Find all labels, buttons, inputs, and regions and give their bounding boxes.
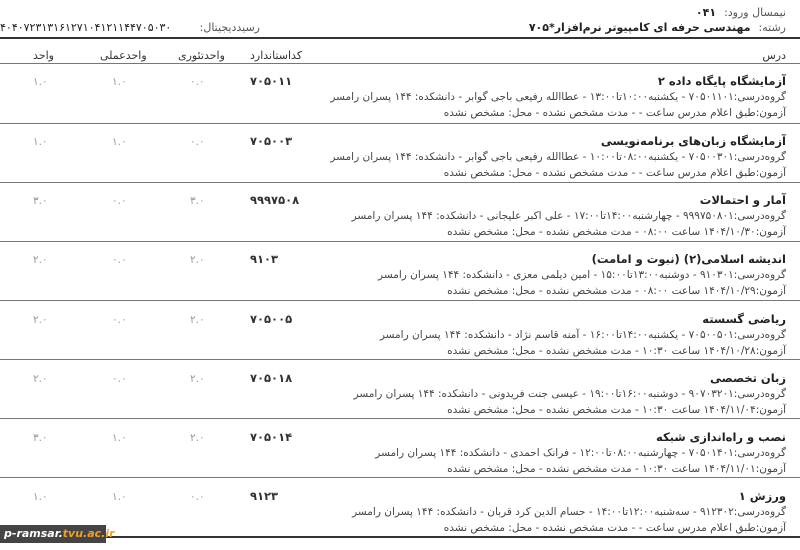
theory-units: ۲.۰ [190, 432, 205, 444]
course-exam-info: آزمون:طبق اعلام مدرس ساعت - - مدت مشخص نشده - محل: مشخص نشده [443, 522, 786, 534]
practical-units: ۱.۰ [112, 432, 127, 444]
watermark-domain: tvu.ac.ir [62, 527, 115, 540]
table-row [0, 242, 800, 300]
site-watermark [0, 525, 115, 543]
course-code: ۷۰۵۰۱۴ [250, 430, 293, 444]
major-row [529, 21, 786, 34]
digital-receipt-value: ۴۰۴۰۷۲۳۱۳۱۶۱۲۷۱۰۴۱۲۱۱۴۴۷۰۵۰۳۰ [0, 21, 172, 34]
theory-units: ۲.۰ [190, 314, 205, 326]
course-group-info: گروه‌درسی:۷۰۵۰۱۱۰۱ - یکشنبه۱۰:۰۰تا۱۳:۰۰ - عطاالله رفیعی باجی گوابر - دانشکده: ۱۴۴ پسران رامسر [330, 91, 786, 103]
column-header-code: کداستاندارد [250, 49, 303, 62]
course-group-info: گروه‌درسی:۷۰۵۰۰۳۰۱ - یکشنبه۰۸:۰۰تا۱۰:۰۰ - عطاالله رفیعی باجی گوابر - دانشکده: ۱۴۴ پسران رامسر [330, 151, 786, 163]
row-divider [0, 477, 800, 478]
row-divider [0, 359, 800, 360]
total-units: ۲.۰ [33, 373, 48, 385]
course-title: نصب و راه‌اندازی شبکه [655, 430, 786, 444]
total-units: ۱.۰ [33, 491, 48, 503]
practical-units: ۰.۰ [112, 314, 127, 326]
course-title: ریاضی گسسته [702, 312, 786, 326]
course-title: آزمایشگاه پایگاه داده ۲ [657, 74, 786, 88]
course-group-info: گروه‌درسی:۹۹۹۷۵۰۸۰۱ - چهارشنبه۱۴:۰۰تا۱۷:۰۰ - علی اکبر علیجانی - دانشکده: ۱۴۴ پسران رامسر [351, 210, 786, 222]
course-title: آمار و احتمالات [699, 193, 786, 207]
course-code: ۷۰۵۰۰۵ [250, 312, 293, 326]
header-divider [0, 37, 800, 39]
course-code: ۹۹۹۷۵۰۸ [250, 193, 300, 207]
practical-units: ۱.۰ [112, 491, 127, 503]
total-units: ۲.۰ [33, 314, 48, 326]
table-row [0, 420, 800, 478]
entry-term-label: نیمسال ورود: [724, 6, 786, 19]
course-group-info: گروه‌درسی:۹۱۲۳۰۲ - سه‌شنبه۱۲:۰۰تا۱۴:۰۰ - حسام الدین کرد قربان - دانشکده: ۱۴۴ پسران رامسر [352, 506, 786, 518]
major-label: رشته: [758, 21, 786, 34]
practical-units: ۰.۰ [112, 373, 127, 385]
column-header-theory-units: واحدتئوری [178, 49, 225, 62]
table-row [0, 479, 800, 537]
course-exam-info: آزمون:۱۴۰۴/۱۱/۰۱ ساعت ۱۰:۳۰ - مدت مشخص نشده - محل: مشخص نشده [447, 463, 786, 475]
theory-units: ۰.۰ [190, 136, 205, 148]
table-row [0, 361, 800, 419]
course-code: ۷۰۵۰۱۱ [250, 74, 293, 88]
course-exam-info: آزمون:طبق اعلام مدرس ساعت - - مدت مشخص نشده - محل: مشخص نشده [443, 167, 786, 179]
course-group-info: گروه‌درسی:۷۰۵۰۱۴۰۱ - چهارشنبه۰۸:۰۰تا۱۲:۰۰ - فرانک احمدی - دانشکده: ۱۴۴ پسران رامسر [375, 447, 786, 459]
digital-receipt-row [0, 21, 260, 34]
course-exam-info: آزمون:۱۴۰۴/۱۰/۲۹ ساعت ۰۸:۰۰ - مدت مشخص نشده - محل: مشخص نشده [447, 285, 786, 297]
row-divider [0, 300, 800, 301]
row-divider [0, 418, 800, 419]
total-units: ۱.۰ [33, 76, 48, 88]
course-exam-info: آزمون:۱۴۰۴/۱۰/۲۸ ساعت ۱۰:۳۰ - مدت مشخص نشده - محل: مشخص نشده [447, 345, 786, 357]
digital-receipt-label: رسیددیجیتال: [199, 21, 260, 34]
practical-units: ۱.۰ [112, 136, 127, 148]
practical-units: ۰.۰ [112, 195, 127, 207]
entry-term-value: ۰۴۱ [695, 6, 717, 19]
practical-units: ۱.۰ [112, 76, 127, 88]
practical-units: ۰.۰ [112, 254, 127, 266]
column-header-practical-units: واحدعملی [100, 49, 147, 62]
total-units: ۲.۰ [33, 254, 48, 266]
total-units: ۳.۰ [33, 195, 48, 207]
column-header-course: درس [762, 49, 786, 62]
table-bottom-divider [0, 536, 800, 538]
table-row [0, 183, 800, 241]
theory-units: ۰.۰ [190, 491, 205, 503]
theory-units: ۳.۰ [190, 195, 205, 207]
course-exam-info: آزمون:طبق اعلام مدرس ساعت - - مدت مشخص نشده - محل: مشخص نشده [443, 107, 786, 119]
total-units: ۱.۰ [33, 136, 48, 148]
course-exam-info: آزمون:۱۴۰۴/۱۱/۰۴ ساعت ۱۰:۳۰ - مدت مشخص نشده - محل: مشخص نشده [447, 404, 786, 416]
watermark-prefix: p-ramsar. [4, 527, 63, 540]
table-row [0, 64, 800, 123]
table-row [0, 302, 800, 360]
theory-units: ۲.۰ [190, 373, 205, 385]
course-group-info: گروه‌درسی:۷۰۵۰۰۵۰۱ - یکشنبه۱۴:۰۰تا۱۶:۰۰ - آمنه قاسم نژاد - دانشکده: ۱۴۴ پسران رامسر [379, 329, 786, 341]
course-code: ۷۰۵۰۱۸ [250, 371, 293, 385]
total-units: ۳.۰ [33, 432, 48, 444]
course-code: ۷۰۵۰۰۳ [250, 134, 293, 148]
theory-units: ۲.۰ [190, 254, 205, 266]
course-title: ورزش ۱ [738, 489, 786, 503]
course-group-info: گروه‌درسی:۹۱۰۳۰۱ - دوشنبه۱۳:۰۰تا۱۵:۰۰ - امین دیلمی معزی - دانشکده: ۱۴۴ پسران رامسر [378, 269, 786, 281]
course-title: زبان تخصصی [710, 371, 786, 385]
course-title: آزمایشگاه زبان‌های برنامه‌نویسی [600, 134, 786, 148]
major-value: مهندسی حرفه ای کامپیوتر نرم‌افزار*۷۰۵ [528, 21, 751, 34]
entry-term-row [696, 6, 786, 19]
course-exam-info: آزمون:۱۴۰۴/۱۰/۳۰ ساعت ۰۸:۰۰ - مدت مشخص نشده - محل: مشخص نشده [447, 226, 786, 238]
table-row [0, 124, 800, 182]
column-header-units: واحد [33, 49, 54, 62]
course-group-info: گروه‌درسی:۹۰۷۰۳۲۰۱ - دوشنبه۱۶:۰۰تا۱۹:۰۰ - عیسی جنت فریدونی - دانشکده: ۱۴۴ پسران رامسر [353, 388, 786, 400]
course-title: اندیشه اسلامی(۲) (نبوت و امامت) [591, 252, 786, 266]
course-code: ۹۱۲۳ [250, 489, 279, 503]
course-code: ۹۱۰۳ [250, 252, 279, 266]
theory-units: ۰.۰ [190, 76, 205, 88]
